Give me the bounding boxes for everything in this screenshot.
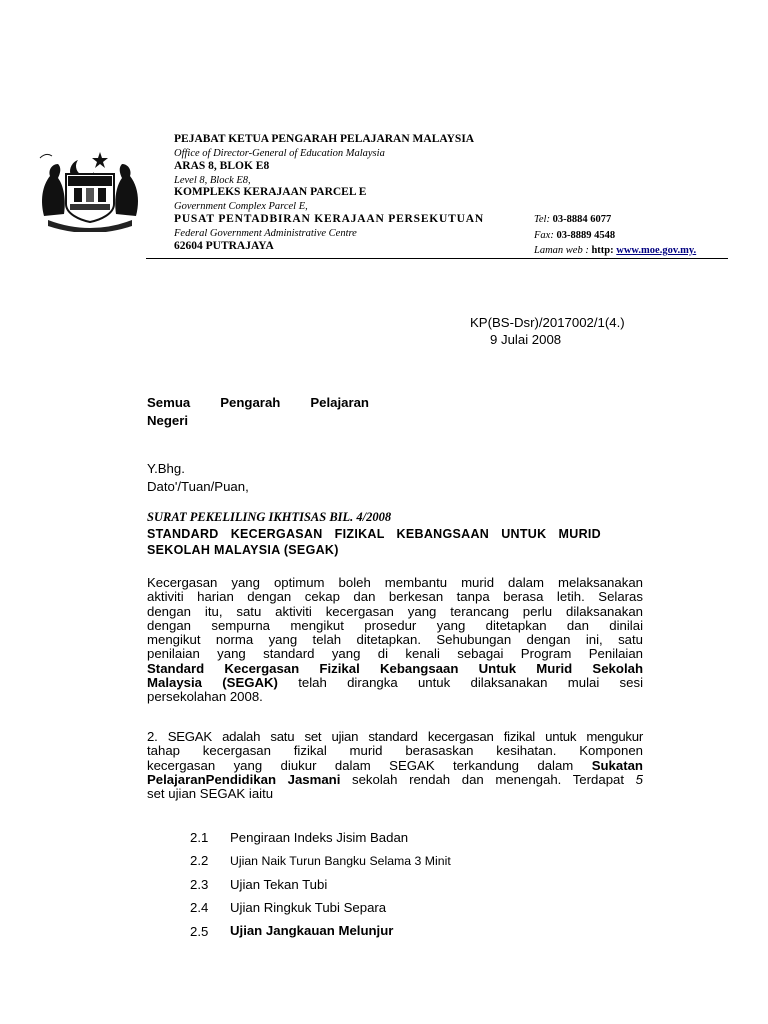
website-link[interactable]: www.moe.gov.my.	[616, 245, 697, 256]
floor-english: Level 8, Block E8,	[174, 175, 251, 186]
paragraph-1: Kecergasan yang optimum boleh membantu murid dalam melaksanakan aktiviti harian dengan cekap dan berkesan tanpa berasa letih. Selaras dengan itu, satu aktiviti kecergasan yang terancang perlu dilaksanakan dengan sempurna mengikut prosedur yang ditetapkan dan dinilai mengikut norma yang telah ditetapkan. Sehubungan dengan ini, satu penilaian yang standard yang di kenali sebagai Program Penilaian Standard Kecergasan Fizikal Kebangsaan Untuk Murid Sekolah Malaysia (SEGAK) telah dirangka untuk dilaksanakan mulai sesi persekolahan 2008.	[147, 575, 643, 705]
recipient-line-2: Negeri	[147, 413, 189, 428]
letter-date: 9 Julai 2008	[490, 332, 562, 347]
telephone-line: Tel: 03-8884 6077	[534, 214, 612, 225]
centre-malay: PUSAT PENTADBIRAN KERAJAAN PERSEKUTUAN	[174, 213, 484, 225]
paragraph-2: 2. SEGAK adalah satu set ujian standard kecergasan fizikal untuk mengukur tahap kecergasan fizikal murid berasaskan kesihatan. Komponen kecergasan yang diukur dalam SEGAK terkandung dalam Sukatan PelajaranPendidikan Jasmani sekolah rendah dan menengah. Terdapat 5 set ujian SEGAK iaitu	[147, 729, 643, 802]
list-item: Ujian Ringkuk Tubi Separa	[230, 900, 387, 915]
salutation-line-1: Y.Bhg.	[147, 461, 185, 476]
subject-title-line-2: SEKOLAH MALAYSIA (SEGAK)	[147, 543, 339, 557]
org-name-malay: PEJABAT KETUA PENGARAH PELAJARAN MALAYSIA	[174, 133, 475, 145]
list-item-number: 2.4	[190, 900, 209, 915]
list-item: Ujian Tekan Tubi	[230, 877, 328, 892]
website-line: Laman web : http: www.moe.gov.my.	[534, 245, 697, 256]
org-name-english: Office of Director-General of Education Malaysia	[174, 148, 385, 159]
list-item: Pengiraan Indeks Jisim Badan	[230, 830, 409, 845]
reference-number: KP(BS-Dsr)/2017002/1(4.)	[470, 315, 625, 330]
complex-malay: KOMPLEKS KERAJAAN PARCEL E	[174, 186, 367, 198]
subject-title-line-1: STANDARD KECERGASAN FIZIKAL KEBANGSAAN UNTUK MURID	[147, 527, 601, 541]
floor-malay: ARAS 8, BLOK E8	[174, 160, 270, 172]
letterhead-divider	[146, 258, 728, 259]
coat-of-arms-logo	[38, 146, 142, 232]
circular-number: SURAT PEKELILING IKHTISAS BIL. 4/2008	[147, 510, 392, 524]
list-item: Ujian Jangkauan Melunjur	[230, 923, 394, 938]
list-item-number: 2.1	[190, 830, 209, 845]
list-item-number: 2.3	[190, 877, 209, 892]
list-item-number: 2.5	[190, 924, 209, 939]
postcode: 62604 PUTRAJAYA	[174, 240, 274, 252]
complex-english: Government Complex Parcel E,	[174, 201, 308, 212]
list-item-number: 2.2	[190, 853, 209, 868]
recipient-line-1: Semua Pengarah Pelajaran	[147, 395, 369, 410]
fax-line: Fax: 03-8889 4548	[534, 230, 616, 241]
centre-english: Federal Government Administrative Centre	[174, 228, 357, 239]
list-item: Ujian Naik Turun Bangku Selama 3 Minit	[230, 854, 451, 868]
salutation-line-2: Dato'/Tuan/Puan,	[147, 479, 249, 494]
